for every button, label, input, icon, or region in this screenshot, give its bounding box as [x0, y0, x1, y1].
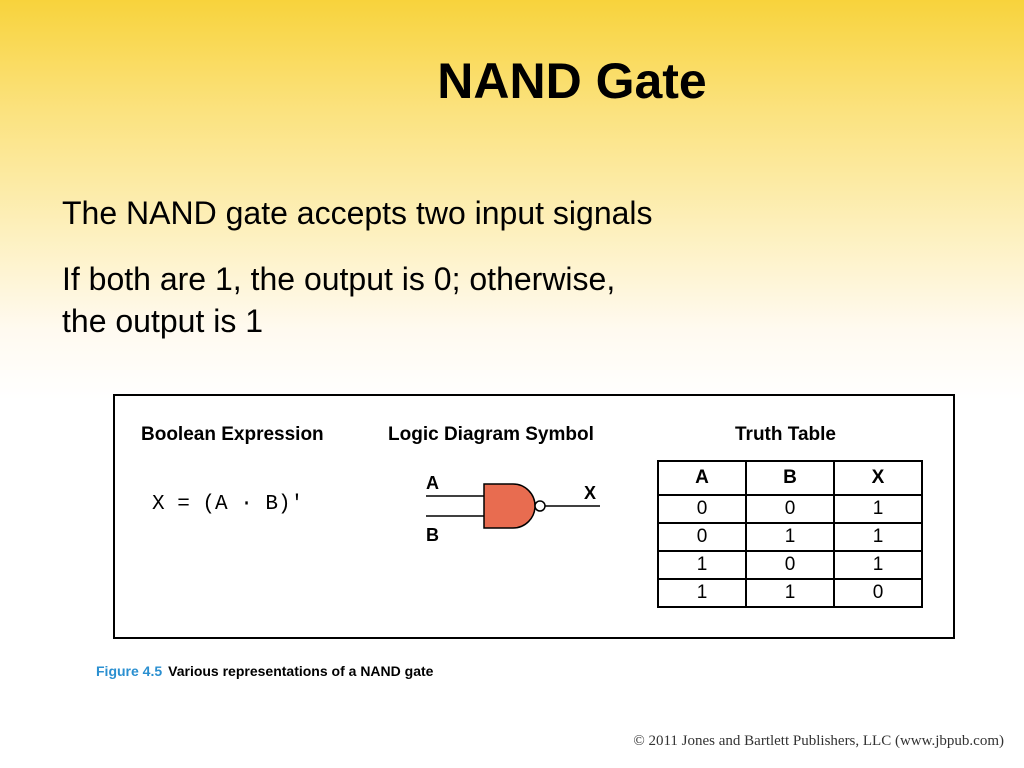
table-cell: 0 [746, 495, 834, 523]
boolean-expression-header: Boolean Expression [141, 424, 324, 445]
truth-col-x: X [834, 461, 922, 495]
figure-caption-text: Various representations of a NAND gate [168, 663, 434, 679]
table-cell: 1 [834, 495, 922, 523]
table-row [658, 579, 922, 607]
table-cell: 1 [746, 579, 834, 607]
nand-gate-symbol [420, 466, 620, 556]
figure-number: Figure 4.5 [96, 663, 163, 679]
table-cell: 0 [746, 551, 834, 579]
bullet-second-line2: the output is 1 [62, 303, 264, 339]
truth-col-b: B [746, 461, 834, 495]
inversion-bubble [535, 501, 545, 511]
table-row [658, 523, 922, 551]
table-cell: 0 [658, 495, 746, 523]
gate-output-label: X [584, 483, 597, 503]
bullet-second [62, 258, 822, 342]
table-cell: 1 [658, 551, 746, 579]
logic-diagram-header: Logic Diagram Symbol [388, 424, 594, 445]
truth-table-header: Truth Table [735, 424, 836, 445]
truth-table [657, 460, 923, 608]
bullet-second-line1: If both are 1, the output is 0; otherwise, [62, 261, 616, 297]
figure-panel [113, 394, 955, 639]
table-row [658, 495, 922, 523]
table-cell: 1 [834, 523, 922, 551]
truth-col-a: A [658, 461, 746, 495]
truth-table-header-row [658, 461, 922, 495]
figure-caption [96, 663, 433, 679]
table-cell: 1 [834, 551, 922, 579]
bullet-list [62, 192, 822, 342]
gate-input-a-label: A [426, 473, 439, 493]
bullet-first: The NAND gate accepts two input signals [62, 195, 653, 231]
table-cell: 1 [658, 579, 746, 607]
slide-title: NAND Gate [437, 53, 707, 109]
gate-input-b-label: B [426, 525, 439, 545]
gate-body [484, 484, 535, 528]
table-row [658, 551, 922, 579]
table-cell: 0 [658, 523, 746, 551]
table-cell: 0 [834, 579, 922, 607]
table-cell: 1 [746, 523, 834, 551]
boolean-expression: X = (A · B)' [152, 493, 304, 516]
copyright-notice: © 2011 Jones and Bartlett Publishers, LLC (www.jbpub.com) [633, 733, 1004, 749]
